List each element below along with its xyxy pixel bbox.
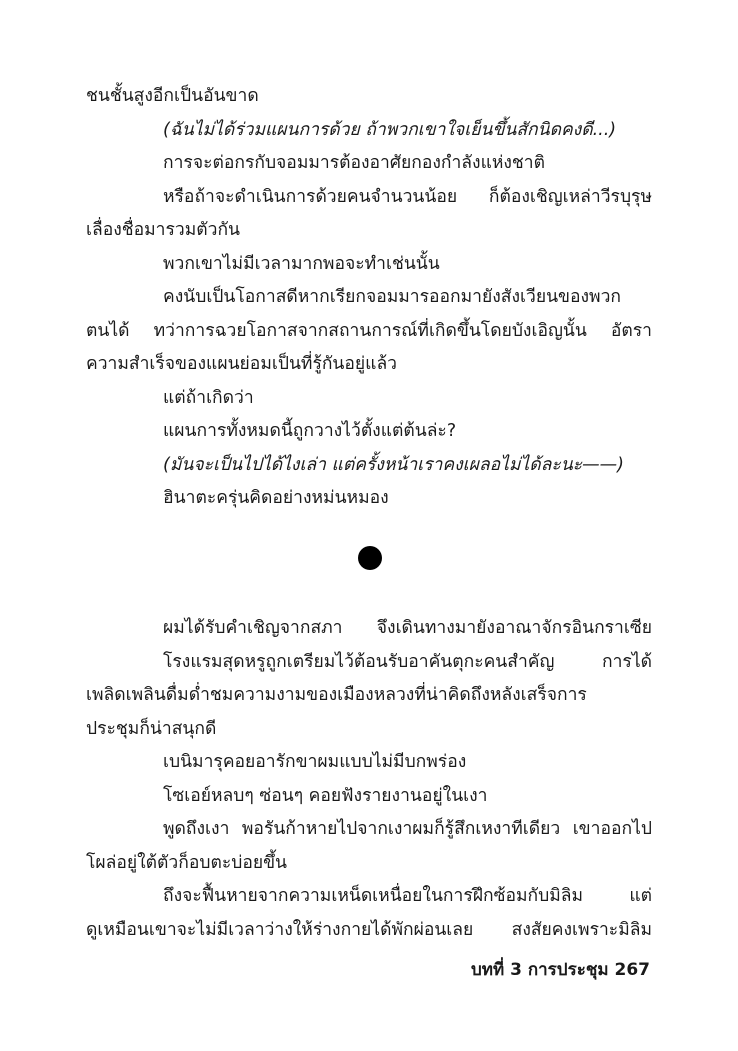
- text-line: ฮินาตะครุ่นคิดอย่างหม่นหมอง: [163, 488, 389, 508]
- text-line: เลื่องชื่อมารวมตัวกัน: [86, 220, 241, 240]
- text-line: ชนชั้นสูงอีกเป็นอันขาด: [86, 86, 259, 106]
- text-line: ความสำเร็จของแผนย่อมเป็นที่รู้กันอยู่แล้ว: [86, 354, 397, 374]
- text-line: ดูเหมือนเขาจะไม่มีเวลาว่างให้ร่างกายได้พักผ่อนเลย สงสัยคงเพราะมิลิม: [86, 919, 652, 940]
- text-line: ตนได้ ทว่าการฉวยโอกาสจากสถานการณ์ที่เกิดขึ้นโดยบังเอิญนั้น อัตรา: [86, 320, 652, 341]
- text-line: การจะต่อกรกับจอมมารต้องอาศัยกองกำลังแห่งชาติ: [163, 153, 546, 173]
- thought-line: (มันจะเป็นไปได้ไงเล่า แต่ครั้งหน้าเราคงเผลอไม่ได้ละนะ——): [163, 454, 624, 475]
- scene-break-dot: [358, 546, 382, 570]
- text-line: เพลิดเพลินดื่มด่ำชมความงามของเมืองหลวงที่น่าคิดถึงหลังเสร็จการ: [86, 685, 587, 705]
- text-line: โรงแรมสุดหรูถูกเตรียมไว้ต้อนรับอาคันตุกะคนสำคัญ การได้: [163, 651, 652, 672]
- text-line: แต่ถ้าเกิดว่า: [163, 387, 254, 408]
- page-footer: บทที่ 3 การประชุม 267: [470, 960, 650, 980]
- text-line: พวกเขาไม่มีเวลามากพอจะทำเช่นนั้น: [163, 253, 440, 274]
- text-line: ผมได้รับคำเชิญจากสภา จึงเดินทางมายังอาณาจักรอินกราเซีย: [163, 618, 652, 638]
- text-line: แผนการทั้งหมดนี้ถูกวางไว้ตั้งแต่ต้นล่ะ?: [163, 421, 457, 441]
- text-line: ประชุมก็น่าสนุกดี: [86, 718, 217, 739]
- text-block-before-break: [86, 80, 652, 516]
- text-block-after-break: [86, 612, 652, 947]
- thought-line: (ฉันไม่ได้ร่วมแผนการด้วย ถ้าพวกเขาใจเย็นขึ้นสักนิดคงดี...): [163, 119, 617, 140]
- text-line: โซเอย์หลบๆ ซ่อนๆ คอยฟังรายงานอยู่ในเงา: [163, 785, 488, 806]
- text-line: หรือถ้าจะดำเนินการด้วยคนจำนวนน้อย ก็ต้องเชิญเหล่าวีรบุรุษ: [163, 186, 652, 207]
- text-line: พูดถึงเงา พอรันก้าหายไปจากเงาผมก็รู้สึกเหงาทีเดียว เขาออกไป: [163, 819, 652, 839]
- text-line: ถึงจะฟื้นหายจากความเหน็ดเหนื่อยในการฝึกซ้อมกับมิลิม แต่: [163, 886, 652, 906]
- text-line: เบนิมารุคอยอารักขาผมแบบไม่มีบกพร่อง: [163, 752, 467, 772]
- text-line: คงนับเป็นโอกาสดีหากเรียกจอมมารออกมายังสังเวียนของพวก: [163, 287, 622, 307]
- text-line: โผล่อยู่ใต้ตัวก็อบตะบ่อยขึ้น: [86, 852, 288, 873]
